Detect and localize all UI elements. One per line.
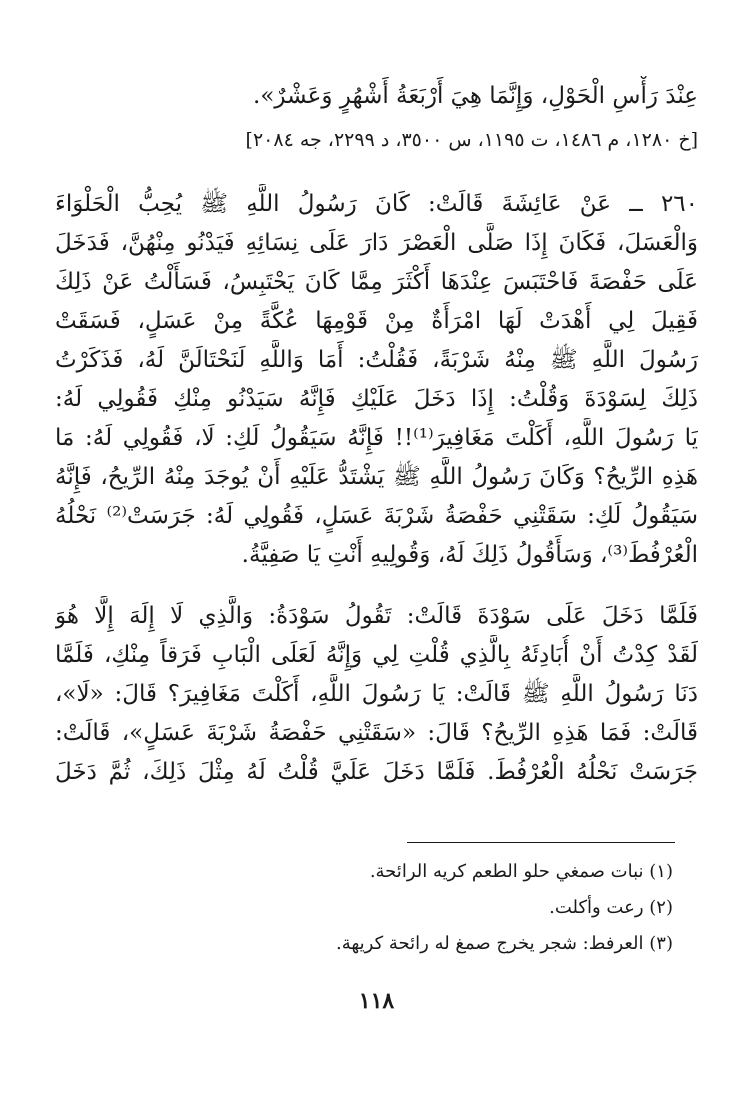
footnote-separator <box>407 842 675 843</box>
hadith-line: سَيَقُولُ لَكِ: سَقَتْنِي حَفْصَةُ شَرْبَةَ عَسَلٍ، فَقُولِي لَهُ: جَرَسَتْ⁽²⁾ نَحْلُهُ <box>55 503 698 529</box>
continuation-line: عِنْدَ رَأْسِ الْحَوْلِ، وَإِنَّمَا هِيَ أَرْبَعَةُ أَشْهُرٍ وَعَشْرٌ». <box>253 83 698 109</box>
hadith-line: الْعُرْفُطَ⁽³⁾، وَسَأَقُولُ ذَلِكَ لَهُ، وَقُولِيهِ أَنْتِ يَا صَفِيَّةُ. <box>241 542 698 568</box>
hadith-line: فَلَمَّا دَخَلَ عَلَى سَوْدَةَ قَالَتْ: تَقُولُ سَوْدَةُ: وَالَّذِي لَا إِلَهَ إِلَّا هُوَ <box>55 603 698 629</box>
footnote: (٢) رعت وأكلت. <box>549 897 673 918</box>
page-number: ١١٨ <box>358 988 395 1014</box>
hadith-line: قَالَتْ: فَمَا هَذِهِ الرِّيحُ؟ قَالَ: «سَقَتْنِي حَفْصَةُ شَرْبَةَ عَسَلٍ»، قَالَتْ: <box>55 720 698 746</box>
hadith-line: دَنَا رَسُولُ اللَّهِ ﷺ قَالَتْ: يَا رَسُولَ اللَّهِ، أَكَلْتَ مَغَافِيرَ؟ قَالَ: «لَا»، <box>55 681 698 707</box>
hadith-line: لَقَدْ كِدْتُ أَنْ أُبَادِئَهُ بِالَّذِي قُلْتِ لِي وَإِنَّهُ لَعَلَى الْبَابِ فَرَقاً مِنْكِ، فَلَمَّا <box>55 642 698 668</box>
hadith-line: رَسُولَ اللَّهِ ﷺ مِنْهُ شَرْبَةً، فَقُلْتُ: أَمَا وَاللَّهِ لَنَحْتَالَنَّ لَهُ، فَذَكَرْتُ <box>55 347 698 373</box>
hadith-reference: [خ ١٢٨٠، م ١٤٨٦، ت ١١٩٥، س ٣٥٠٠، د ٢٢٩٩، جه ٢٠٨٤] <box>245 129 698 151</box>
hadith-line: ذَلِكَ لِسَوْدَةَ وَقُلْتُ: إِذَا دَخَلَ عَلَيْكِ فَإِنَّهُ سَيَدْنُو مِنْكِ فَقُولِي لَهُ: <box>55 386 698 412</box>
footnote: (٣) العرفط: شجر يخرج صمغ له رائحة كريهة. <box>335 933 673 954</box>
hadith-line: ٢٦٠ ــ عَنْ عَائِشَةَ قَالَتْ: كَانَ رَسُولُ اللَّهِ ﷺ يُحِبُّ الْحَلْوَاءَ <box>55 191 698 217</box>
hadith-line: وَالْعَسَلَ، فَكَانَ إِذَا صَلَّى الْعَصْرَ دَارَ عَلَى نِسَائِهِ فَيَدْنُو مِنْهُنَّ، فَدَخَلَ <box>55 230 698 256</box>
hadith-line: هَذِهِ الرِّيحُ؟ وَكَانَ رَسُولُ اللَّهِ ﷺ يَشْتَدُّ عَلَيْهِ أَنْ يُوجَدَ مِنْهُ الرِّيحُ، فَإِنَّهُ <box>55 464 698 490</box>
hadith-line: جَرَسَتْ نَحْلُهُ الْعُرْفُطَ. فَلَمَّا دَخَلَ عَلَيَّ قُلْتُ لَهُ مِثْلَ ذَلِكَ، ثُمَّ دَخَلَ <box>55 759 698 785</box>
footnote: (١) نبات صمغي حلو الطعم كريه الرائحة. <box>369 861 673 882</box>
hadith-line: عَلَى حَفْصَةَ فَاحْتَبَسَ عِنْدَهَا أَكْثَرَ مِمَّا كَانَ يَحْتَبِسُ، فَسَأَلْتُ عَنْ ذَلِكَ <box>55 269 698 295</box>
hadith-line: يَا رَسُولَ اللَّهِ، أَكَلْتَ مَغَافِيرَ⁽¹⁾!! فَإِنَّهُ سَيَقُولُ لَكِ: لَا، فَقُولِي لَهُ: مَا <box>55 425 698 451</box>
hadith-line: فَقِيلَ لِي أَهْدَتْ لَهَا امْرَأَةٌ مِنْ قَوْمِهَا عُكَّةً مِنْ عَسَلٍ، فَسَقَتْ <box>55 308 698 334</box>
